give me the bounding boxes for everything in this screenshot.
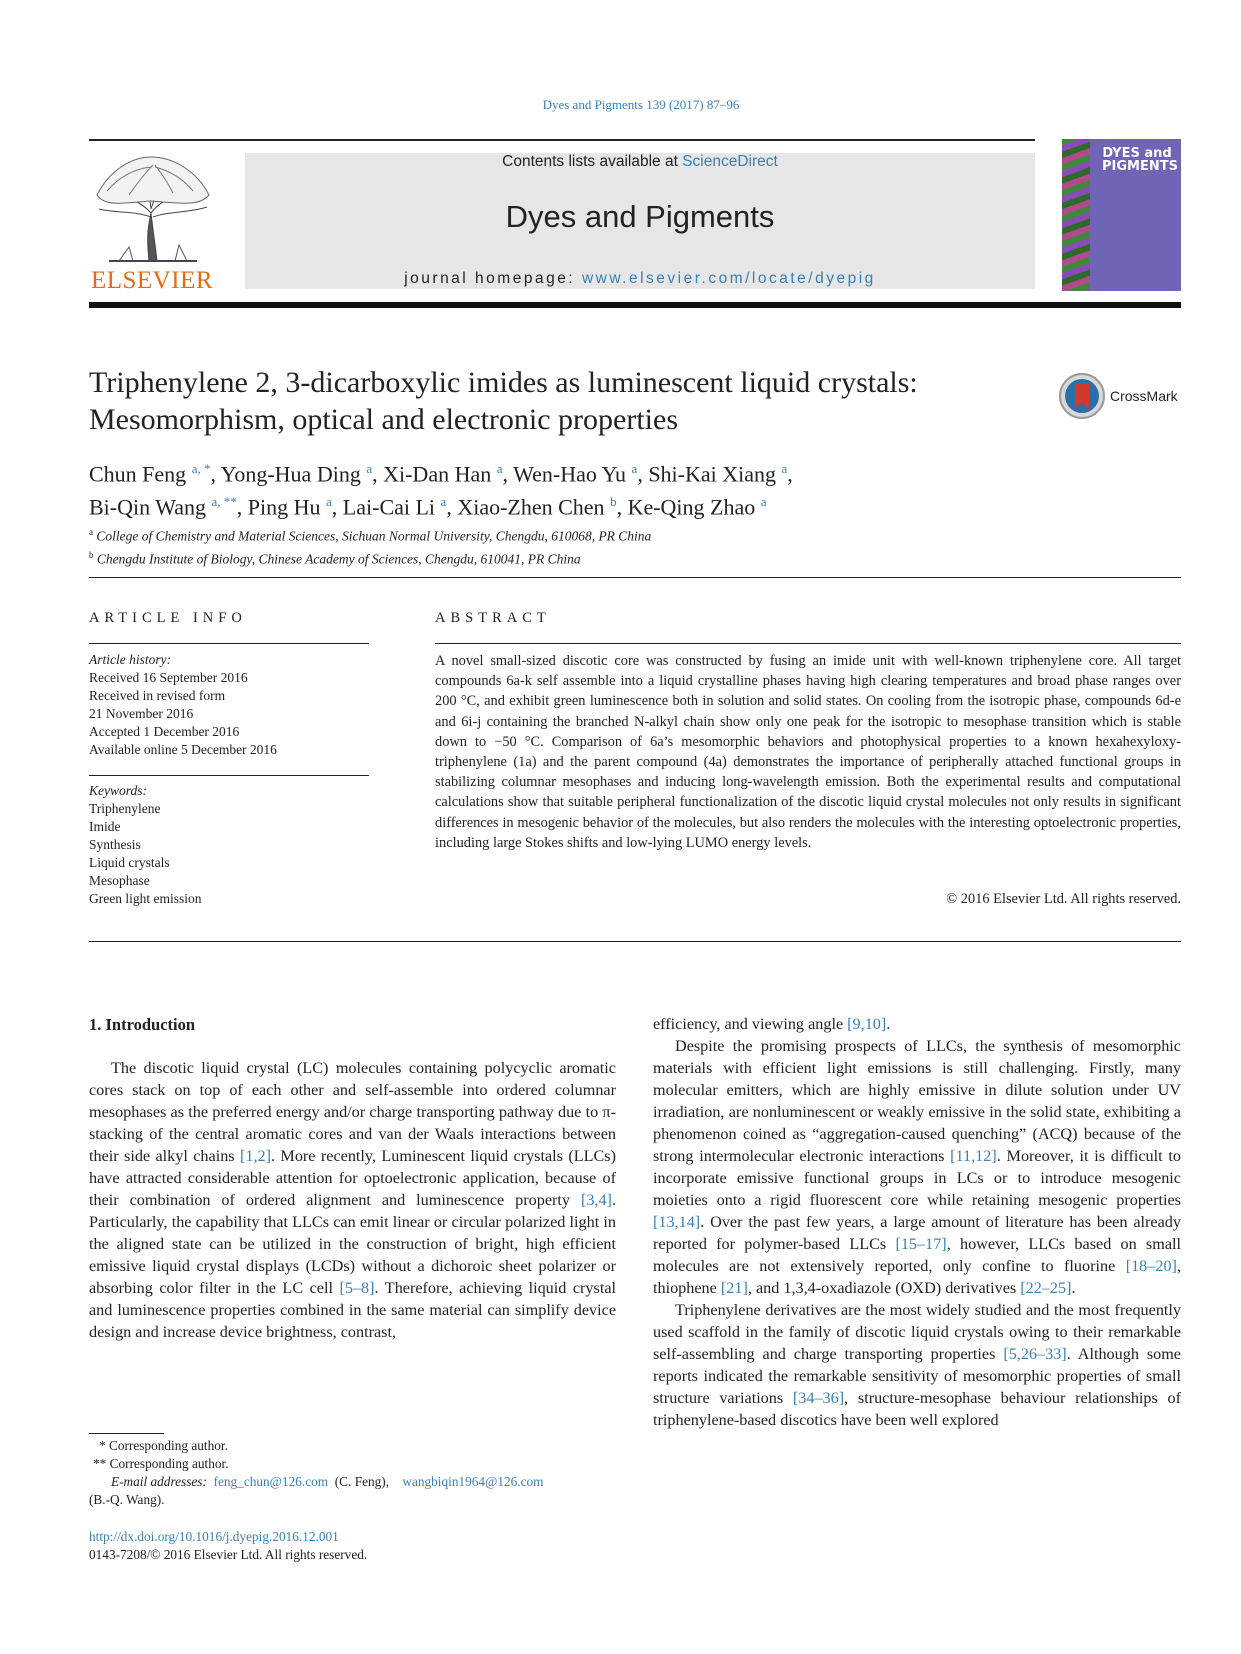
section-heading-introduction: 1. Introduction xyxy=(89,1015,196,1034)
paragraph: The discotic liquid crystal (LC) molecules containing polycyclic aromatic cores stack on top of each other and self-assemble into ordered columnar mesophases as the preferred energy and/or charge transporting pathway due to π-stacking of the central aromatic cores and van der Waals interactions between their side alkyl chains [1,2]. More recently, Luminescent liquid crystals (LLCs) have attracted considerable attention for optoelectronic application, because of their combination of ordered alignment and luminescence property [3,4]. Particularly, the capability that LLCs can emit linear or circular polarized light in the aligned state can be utilized in the construction of bright, high efficient emissive liquid crystal displays (LCDs) without a dichoroic sheet polarizer or absorbing color filter in the LC cell [5–8]. Therefore, achieving liquid crystal and luminescence properties combined in the same material can simplify device design and increase device brightness, contrast, xyxy=(89,1059,616,1341)
footnote-corresponding: ** Corresponding author. xyxy=(93,1456,229,1471)
paragraph: Despite the promising prospects of LLCs, the synthesis of mesomorphic materials with efficient light emissions is still challenging. Firstly, many molecular emitters, which are highly emissive in dilute solution under UV irradiation, are nonluminescent or weakly emissive in the solid state, exhibiting a phenomenon coined as “aggregation-caused quenching” (ACQ) because of the strong intermolecular electronic interactions [11,12]. Moreover, it is difficult to incorporate emissive functional groups in LCs or to introduce mesogenic moieties onto a rigid fluorescent core while retaining mesogenic properties [13,14]. Over the past few years, a large amount of literature has been already reported for polymer-based LLCs [15–17], however, LLCs based on small molecules are not extensively reported, only confine to fluorine [18–20], thiophene [21], and 1,3,4-oxadiazole (OXD) derivatives [22–25]. xyxy=(653,1037,1181,1297)
history-entry: Received 16 September 2016 xyxy=(89,670,248,685)
author-name: Lai-Cai Li xyxy=(342,494,441,520)
affiliation: $^a$ College of Chemistry and Material Sciences, Sichuan Normal University, Chengdu, 610068, PR China xyxy=(89,527,652,544)
email-link[interactable]: wangbiqin1964@126.com xyxy=(402,1474,544,1489)
crossmark-icon xyxy=(1058,372,1106,420)
reference-link[interactable]: [15–17] xyxy=(895,1235,947,1253)
reference-link[interactable]: [5–8] xyxy=(339,1279,375,1297)
keyword: Liquid crystals xyxy=(89,855,170,870)
author-name: Ke-Qing Zhao xyxy=(627,494,761,520)
author-affiliation-mark[interactable]: a xyxy=(366,461,373,476)
history-entry: 21 November 2016 xyxy=(89,706,194,721)
cover-art xyxy=(1062,139,1090,291)
email-owner: (C. Feng), xyxy=(334,1474,390,1489)
article-history xyxy=(89,651,369,759)
history-entry: Received in revised form xyxy=(89,688,226,703)
homepage-prefix: journal homepage: xyxy=(404,270,582,287)
cover-title: DYES and PIGMENTS xyxy=(1102,146,1178,174)
author-affiliation-mark[interactable]: a xyxy=(326,494,332,510)
footnote-emails xyxy=(89,1473,616,1491)
author-affiliation-mark[interactable]: a xyxy=(440,494,447,510)
article-title: Triphenylene 2, 3-dicarboxylic imides as luminescent liquid crystals: Mesomorphism, optical and electronic properties xyxy=(89,366,918,436)
keywords-label: Keywords: xyxy=(89,783,147,798)
author-list: Chun Feng $^{a, *}$, Yong-Hua Ding $^a$, Xi-Dan Han $^a$, Wen-Hao Yu $^a$, Shi-Kai Xiang $^a$, Bi-Qin Wang $^{a, **}$, Ping Hu $^a$, Lai-Cai Li $^a$, Xiao-Zhen Chen $^b$, Ke-Qing Zhao $^a$ xyxy=(89,461,793,520)
reference-link[interactable]: [18–20] xyxy=(1125,1257,1177,1275)
footnotes xyxy=(89,1437,616,1509)
author-name: Ping Hu xyxy=(247,494,327,520)
author-name: Xiao-Zhen Chen xyxy=(457,494,611,520)
header-rule xyxy=(89,302,1181,308)
history-label: Article history: xyxy=(89,652,172,667)
author-name: Chun Feng xyxy=(89,461,192,487)
footnote-corresponding: * Corresponding author. xyxy=(99,1438,228,1453)
history-entry: Accepted 1 December 2016 xyxy=(89,724,240,739)
top-rule xyxy=(89,139,1035,141)
homepage-link[interactable]: www.elsevier.com/locate/dyepig xyxy=(581,270,876,287)
divider xyxy=(89,577,1181,578)
journal-cover-thumbnail[interactable] xyxy=(1062,139,1181,291)
tree-emblem-icon xyxy=(89,151,215,263)
divider xyxy=(435,643,1181,644)
keyword: Imide xyxy=(89,819,121,834)
sciencedirect-link[interactable]: ScienceDirect xyxy=(682,153,778,170)
reference-link[interactable]: [3,4] xyxy=(580,1191,612,1209)
homepage-line xyxy=(245,270,1035,288)
abstract-copyright: © 2016 Elsevier Ltd. All rights reserved. xyxy=(946,891,1181,907)
author-affiliation-mark[interactable]: a xyxy=(631,461,638,476)
author-affiliation-mark[interactable]: a xyxy=(496,461,503,476)
paragraph: Triphenylene derivatives are the most widely studied and the most frequently used scaffold in the family of discotic liquid crystals owing to their remarkable self-assembling and charge transporting properties [5,26–33]. Although some reports indicated the remarkable sensitivity of mesomorphic properties of small structure variations [34–36], structure-mesophase behaviour relationships of triphenylene-based discotics have been well explored xyxy=(653,1301,1182,1429)
reference-link[interactable]: [9,10] xyxy=(847,1015,887,1033)
keyword: Triphenylene xyxy=(89,801,161,816)
article-info-heading: ARTICLE INFO xyxy=(89,610,247,626)
author-affiliation-mark[interactable]: a xyxy=(781,461,788,476)
reference-link[interactable]: [1,2] xyxy=(239,1147,271,1165)
author-affiliation-mark[interactable]: a, * xyxy=(191,461,211,476)
intro-right-column xyxy=(653,1013,1181,1431)
email-owner: (B.-Q. Wang). xyxy=(89,1492,165,1507)
divider xyxy=(89,775,369,776)
author-name: Yong-Hua Ding xyxy=(220,461,367,487)
crossmark-badge[interactable] xyxy=(1058,372,1184,422)
abstract-text: A novel small-sized discotic core was constructed by fusing an imide unit with well-known triphenylene core. All target compounds 6a-k self assemble into a liquid crystalline phases having high clearing temperatures and broad phase ranges over 200 °C, and exhibit green luminescence both in solution and solid states. On cooling from the isotropic phase, compounds 6d-e and 6i-j containing the branched N-alkyl chain show only one peak for the isotropic to mesophase transition which is stable down to −50 °C. Comparison of 6a’s mesomorphic behaviors and photophysical properties to a known hexahexyloxy-triphenylene (1a) and the parent compound (4a) demonstrates the importance of peripherally attached functional groups in stabilizing columnar mesophases and inducing long-wavelength emission. Both the experimental results and computational calculations show that suitable peripheral functionalization of the discotic liquid crystal molecules not only results in significant differences in mesogenic behavior of the molecules, but also renders the molecules with the interesting optoelectronic properties, including large Stokes shifts and low-lying LUMO energy levels. xyxy=(435,653,1181,851)
doi-block xyxy=(89,1528,367,1564)
doi-link[interactable]: http://dx.doi.org/10.1016/j.dyepig.2016.12.001 xyxy=(89,1529,339,1544)
affiliation: $^b$ Chengdu Institute of Biology, Chinese Academy of Sciences, Chengdu, 610041, PR China xyxy=(89,550,581,567)
reference-link[interactable]: [21] xyxy=(720,1279,748,1297)
keyword: Mesophase xyxy=(89,873,150,888)
reference-link[interactable]: [34–36] xyxy=(792,1389,845,1407)
email-link[interactable]: feng_chun@126.com xyxy=(213,1474,329,1489)
journal-name: Dyes and Pigments xyxy=(505,199,775,234)
author-affiliation-mark[interactable]: a xyxy=(760,494,767,510)
abstract-heading: ABSTRACT xyxy=(435,610,551,626)
keyword: Green light emission xyxy=(89,891,202,906)
author-name: Bi-Qin Wang xyxy=(89,494,212,520)
contents-prefix: Contents lists available at xyxy=(502,153,683,170)
issn-line: 0143-7208/© 2016 Elsevier Ltd. All rights reserved. xyxy=(89,1547,368,1562)
author-name: Wen-Hao Yu xyxy=(513,461,632,487)
affiliations xyxy=(89,523,1089,569)
author-affiliation-mark[interactable]: a, ** xyxy=(211,494,237,510)
keywords xyxy=(89,782,369,908)
reference-link[interactable]: [5,26–33] xyxy=(1003,1345,1067,1363)
contents-line xyxy=(245,153,1035,171)
author-affiliation-mark[interactable]: b xyxy=(610,494,617,510)
author-name: Xi-Dan Han xyxy=(383,461,497,487)
elsevier-logo[interactable] xyxy=(89,151,215,295)
intro-left-column xyxy=(89,1057,616,1343)
author-name: Shi-Kai Xiang xyxy=(648,461,782,487)
reference-link[interactable]: [13,14] xyxy=(653,1213,701,1231)
footnote-rule xyxy=(89,1433,164,1434)
divider xyxy=(89,643,369,644)
history-entry: Available online 5 December 2016 xyxy=(89,742,277,757)
elsevier-wordmark: ELSEVIER xyxy=(90,267,214,294)
divider xyxy=(89,941,1181,942)
crossmark-label: CrossMark xyxy=(1110,388,1178,404)
keyword: Synthesis xyxy=(89,837,141,852)
email-label: E-mail addresses: xyxy=(111,1474,207,1489)
reference-link[interactable]: [11,12] xyxy=(950,1147,997,1165)
journal-citation[interactable]: Dyes and Pigments 139 (2017) 87–96 xyxy=(542,97,740,112)
reference-link[interactable]: [22–25] xyxy=(1020,1279,1072,1297)
paragraph: efficiency, and viewing angle [9,10]. xyxy=(653,1015,891,1033)
